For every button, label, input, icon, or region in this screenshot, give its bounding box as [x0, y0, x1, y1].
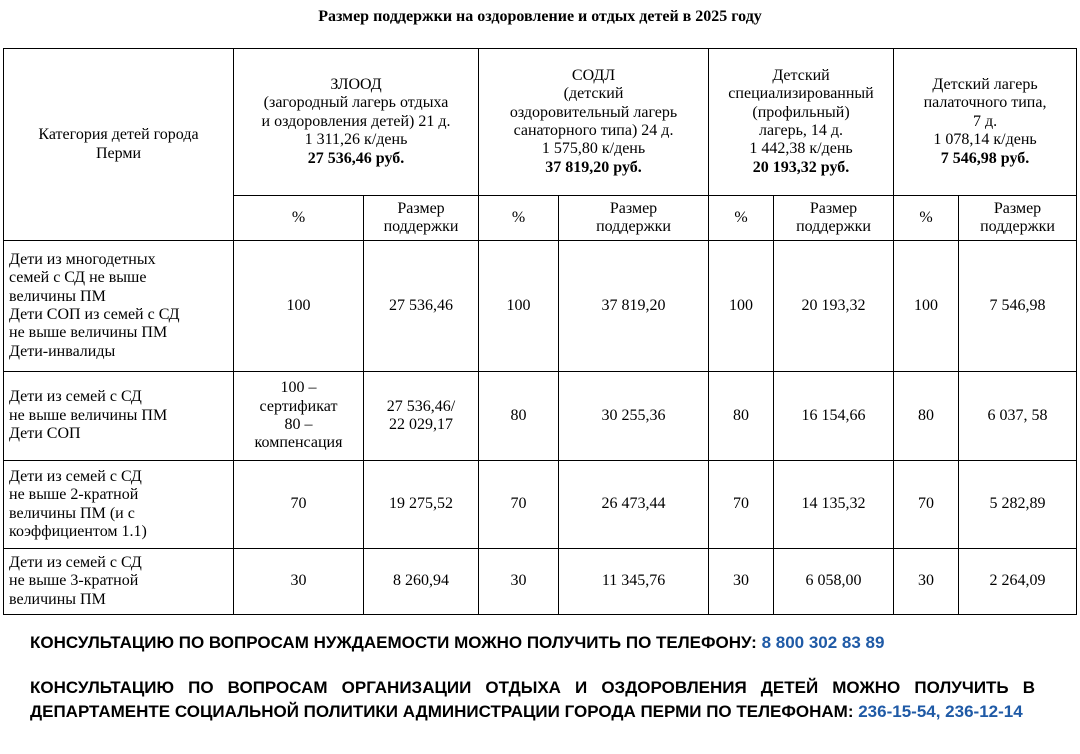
table-cell: 26 473,44 — [559, 461, 709, 549]
camp-name: Детский лагерь палаточного типа, 7 д. 1 078,14 к/день — [923, 76, 1047, 149]
table-cell: 6 037, 58 — [959, 372, 1077, 461]
table-cell: 100 — [709, 241, 774, 372]
pct-header: % — [894, 196, 959, 241]
table-cell: 5 282,89 — [959, 461, 1077, 549]
amount-header: Размер поддержки — [364, 196, 479, 241]
camp-name: Детский специализированный (профильный) лагерь, 14 д. 1 442,38 к/день — [728, 66, 874, 158]
amount-header: Размер поддержки — [959, 196, 1077, 241]
table-cell: 30 — [709, 549, 774, 615]
table-cell: 20 193,32 — [774, 241, 894, 372]
camp-header-specialized — [709, 49, 894, 196]
row-category: Дети из семей с СД не выше 3-кратной величины ПМ — [4, 549, 234, 615]
pct-header: % — [234, 196, 364, 241]
table-row — [4, 549, 1077, 615]
table-cell: 70 — [709, 461, 774, 549]
table-cell: 27 536,46/ 22 029,17 — [364, 372, 479, 461]
consultation-text: КОНСУЛЬТАЦИЮ ПО ВОПРОСАМ ОРГАНИЗАЦИИ ОТДЫХА И ОЗДОРОВЛЕНИЯ ДЕТЕЙ МОЖНО ПОЛУЧИТЬ В ДЕПАРТАМЕНТЕ СОЦИАЛЬНОЙ ПОЛИТИКИ АДМИНИСТРАЦИИ ГОРОДА ПЕРМИ ПО ТЕЛЕФОНАМ: — [30, 678, 1035, 721]
table-cell: 80 — [709, 372, 774, 461]
table-cell: 37 819,20 — [559, 241, 709, 372]
table-cell: 100 – сертификат 80 – компенсация — [234, 372, 364, 461]
row-category: Дети из семей с СД не выше 2-кратной величины ПМ (и с коэффициентом 1.1) — [4, 461, 234, 549]
table-cell: 7 546,98 — [959, 241, 1077, 372]
table-cell: 14 135,32 — [774, 461, 894, 549]
phone-numbers: 236-15-54, 236-12-14 — [858, 702, 1023, 721]
table-cell: 2 264,09 — [959, 549, 1077, 615]
support-table — [3, 48, 1077, 615]
pct-header: % — [709, 196, 774, 241]
amount-header: Размер поддержки — [774, 196, 894, 241]
amount-header: Размер поддержки — [559, 196, 709, 241]
table-cell: 70 — [234, 461, 364, 549]
table-cell: 80 — [479, 372, 559, 461]
camp-header-zlood — [234, 49, 479, 196]
table-cell: 27 536,46 — [364, 241, 479, 372]
table-cell: 100 — [234, 241, 364, 372]
header-row-camps — [4, 49, 1077, 196]
camp-total: 27 536,46 руб. — [307, 149, 405, 167]
row-category: Дети из многодетных семей с СД не выше величины ПМ Дети СОП из семей с СД не выше величины ПМ Дети-инвалиды — [4, 241, 234, 372]
table-cell: 100 — [479, 241, 559, 372]
table-row — [4, 372, 1077, 461]
table-cell: 80 — [894, 372, 959, 461]
table-cell: 30 255,36 — [559, 372, 709, 461]
table-cell: 11 345,76 — [559, 549, 709, 615]
camp-header-tent — [894, 49, 1077, 196]
table-cell: 30 — [479, 549, 559, 615]
camp-total: 20 193,32 руб. — [752, 158, 850, 176]
table-cell: 19 275,52 — [364, 461, 479, 549]
phone-number: 8 800 302 83 89 — [761, 633, 885, 652]
table-cell: 30 — [894, 549, 959, 615]
category-header: Категория детей города Перми — [4, 49, 234, 241]
camp-header-sodl — [479, 49, 709, 196]
camp-total: 37 819,20 руб. — [545, 158, 642, 176]
table-cell: 30 — [234, 549, 364, 615]
page-title: Размер поддержки на оздоровление и отдых детей в 2025 году — [318, 8, 762, 25]
consultation-text: КОНСУЛЬТАЦИЮ ПО ВОПРОСАМ НУЖДАЕМОСТИ МОЖНО ПОЛУЧИТЬ ПО ТЕЛЕФОНУ: — [30, 633, 757, 652]
camp-total: 7 546,98 руб. — [940, 149, 1030, 167]
table-cell: 16 154,66 — [774, 372, 894, 461]
table-row — [4, 461, 1077, 549]
table-cell: 70 — [479, 461, 559, 549]
row-category: Дети из семей с СД не выше величины ПМ Дети СОП — [4, 372, 234, 461]
table-cell: 8 260,94 — [364, 549, 479, 615]
consultation-line-1 — [30, 633, 884, 653]
table-row — [4, 241, 1077, 372]
consultation-line-2 — [30, 676, 1035, 724]
table-cell: 6 058,00 — [774, 549, 894, 615]
pct-header: % — [479, 196, 559, 241]
camp-name: ЗЛООД (загородный лагерь отдыха и оздоровления детей) 21 д. 1 311,26 к/день — [261, 76, 451, 149]
table-cell: 70 — [894, 461, 959, 549]
camp-name: СОДЛ (детский оздоровительный лагерь санаторного типа) 24 д. 1 575,80 к/день — [509, 66, 678, 158]
table-cell: 100 — [894, 241, 959, 372]
